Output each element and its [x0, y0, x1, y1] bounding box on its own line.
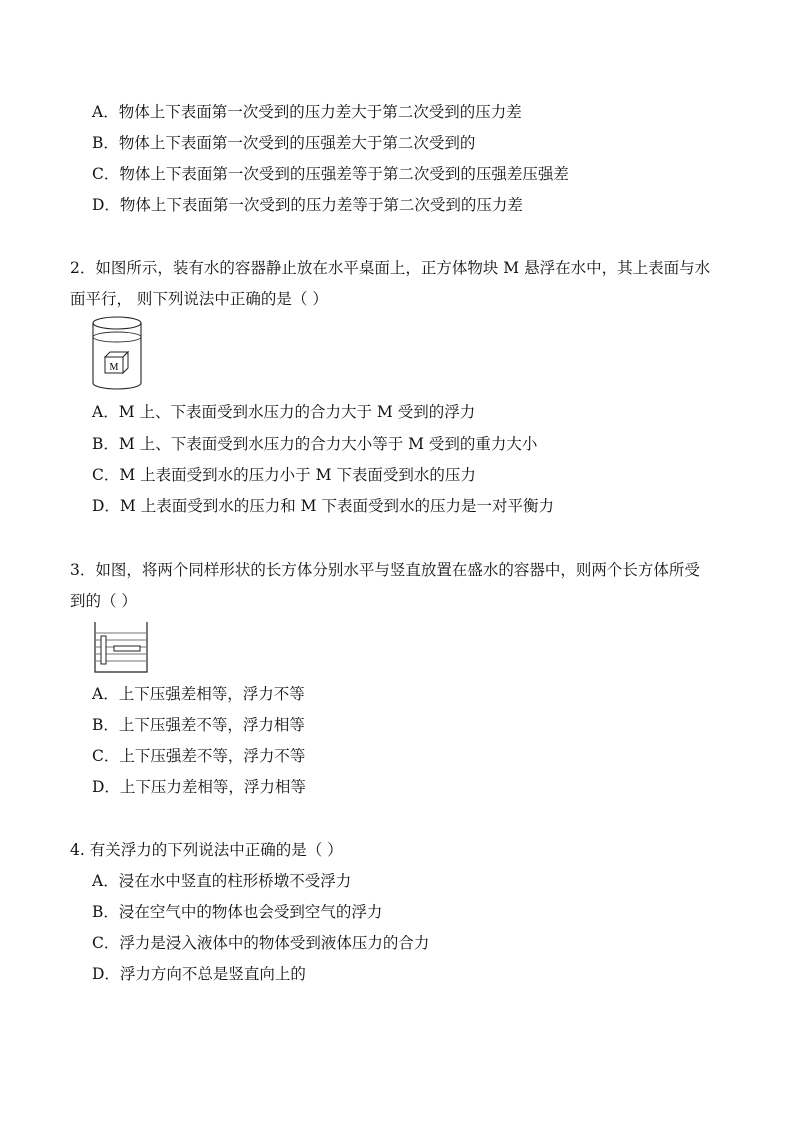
q4-option-b: B．浸在空气中的物体也会受到空气的浮力: [92, 903, 383, 921]
vertical-block: [101, 636, 106, 664]
q4-stem: 4. 有关浮力的下列说法中正确的是（ ）: [70, 841, 343, 859]
q2-stem-line2: 面平行， 则下列说法中正确的是（ ）: [70, 290, 328, 308]
horizontal-block: [114, 646, 140, 651]
cube-m: [105, 352, 128, 373]
q2-option-a: A．M 上、下表面受到水压力的合力大于 M 受到的浮力: [92, 403, 476, 421]
q3-option-b: B．上下压强差不等，浮力相等: [92, 716, 305, 734]
q3-container-figure: [92, 620, 150, 676]
water-surface: [93, 332, 141, 342]
q3-option-d: D．上下压力差相等，浮力相等: [92, 778, 306, 796]
q3-option-a: A．上下压强差相等，浮力不等: [92, 685, 305, 703]
q2-option-c: C．M 上表面受到水的压力小于 M 下表面受到水的压力: [92, 466, 476, 484]
q2-stem-line1: 2．如图所示，装有水的容器静止放在水平桌面上，正方体物块 M 悬浮在水中，其上表面与水: [70, 259, 711, 277]
q2-option-b: B．M 上、下表面受到水压力的合力大小等于 M 受到的重力大小: [92, 435, 538, 453]
q4-option-d: D．浮力方向不总是竖直向上的: [92, 965, 306, 983]
q3-option-c: C．上下压强差不等，浮力不等: [92, 747, 306, 765]
q2-container-figure: [90, 315, 146, 395]
q4-option-c: C．浮力是浸入液体中的物体受到液体压力的合力: [92, 934, 430, 952]
q3-stem-line2: 到的（ ）: [70, 592, 137, 610]
q1-option-d: D．物体上下表面第一次受到的压力差等于第二次受到的压力差: [92, 196, 523, 214]
q3-stem-line1: 3．如图，将两个同样形状的长方体分别水平与竖直放置在盛水的容器中，则两个长方体所受: [70, 561, 700, 579]
q2-option-d: D．M 上表面受到水的压力和 M 下表面受到水的压力是一对平衡力: [92, 497, 554, 515]
cube-label: M: [109, 362, 119, 373]
q1-option-a: A．物体上下表面第一次受到的压力差大于第二次受到的压力差: [92, 103, 522, 121]
q1-option-c: C．物体上下表面第一次受到的压强差等于第二次受到的压强差压强差: [92, 165, 569, 183]
q1-option-b: B．物体上下表面第一次受到的压强差大于第二次受到的: [92, 134, 476, 152]
container-rim: [93, 317, 141, 329]
q4-option-a: A．浸在水中竖直的柱形桥墩不受浮力: [92, 872, 352, 890]
container-bottom: [93, 383, 141, 389]
